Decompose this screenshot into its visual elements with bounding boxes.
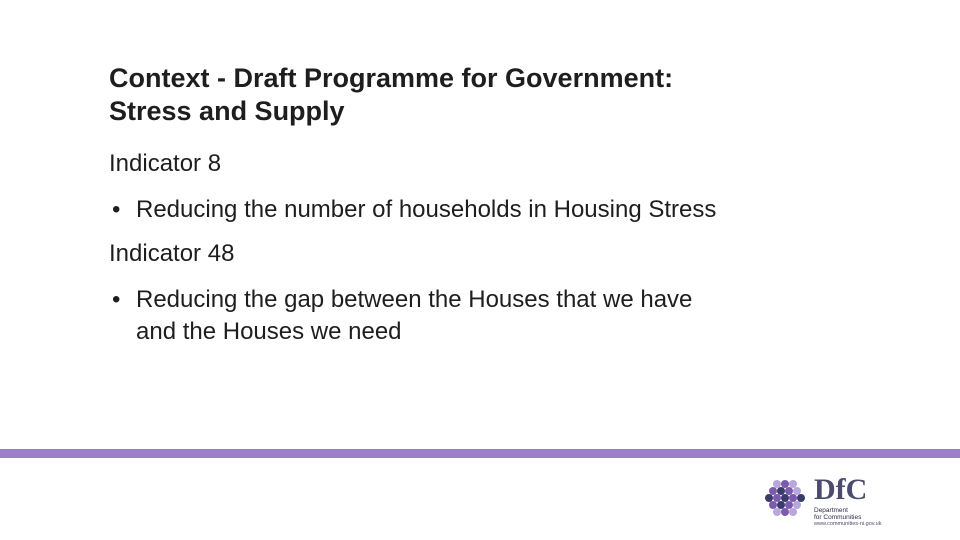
indicator-8-bullet-text: Reducing the number of households in Housing Stress bbox=[136, 196, 717, 223]
dfc-logo-subtitle-line-2: for Communities bbox=[814, 514, 862, 521]
slide-title bbox=[109, 62, 869, 128]
indicator-48-bullet-text: Reducing the gap between the Houses that we have and the Houses we need bbox=[136, 286, 693, 345]
bullet-dot: • bbox=[112, 286, 121, 313]
dfc-logo-subtitle-line-1: Department bbox=[814, 507, 848, 514]
footer-divider-bar bbox=[0, 449, 960, 458]
indicator-8-list bbox=[109, 194, 749, 226]
indicator-48-heading: Indicator 48 bbox=[109, 240, 235, 267]
dfc-logo-subtitle bbox=[814, 507, 861, 521]
slide-title-line-2: Stress and Supply bbox=[109, 96, 345, 126]
dfc-logo-url: www.communities-ni.gov.uk bbox=[814, 521, 882, 527]
indicator-48-bullet bbox=[109, 284, 736, 348]
dfc-logo bbox=[764, 473, 914, 528]
slide-title-line-1: Context - Draft Programme for Government: bbox=[109, 63, 674, 93]
bullet-dot: • bbox=[112, 196, 121, 223]
dfc-logo-wordmark: DfC bbox=[814, 473, 868, 506]
indicator-8-heading: Indicator 8 bbox=[109, 150, 222, 177]
indicator-8-bullet bbox=[109, 194, 736, 226]
slide-content bbox=[109, 148, 749, 360]
indicator-48-list bbox=[109, 284, 749, 348]
hexagon-cluster-icon bbox=[764, 478, 806, 518]
